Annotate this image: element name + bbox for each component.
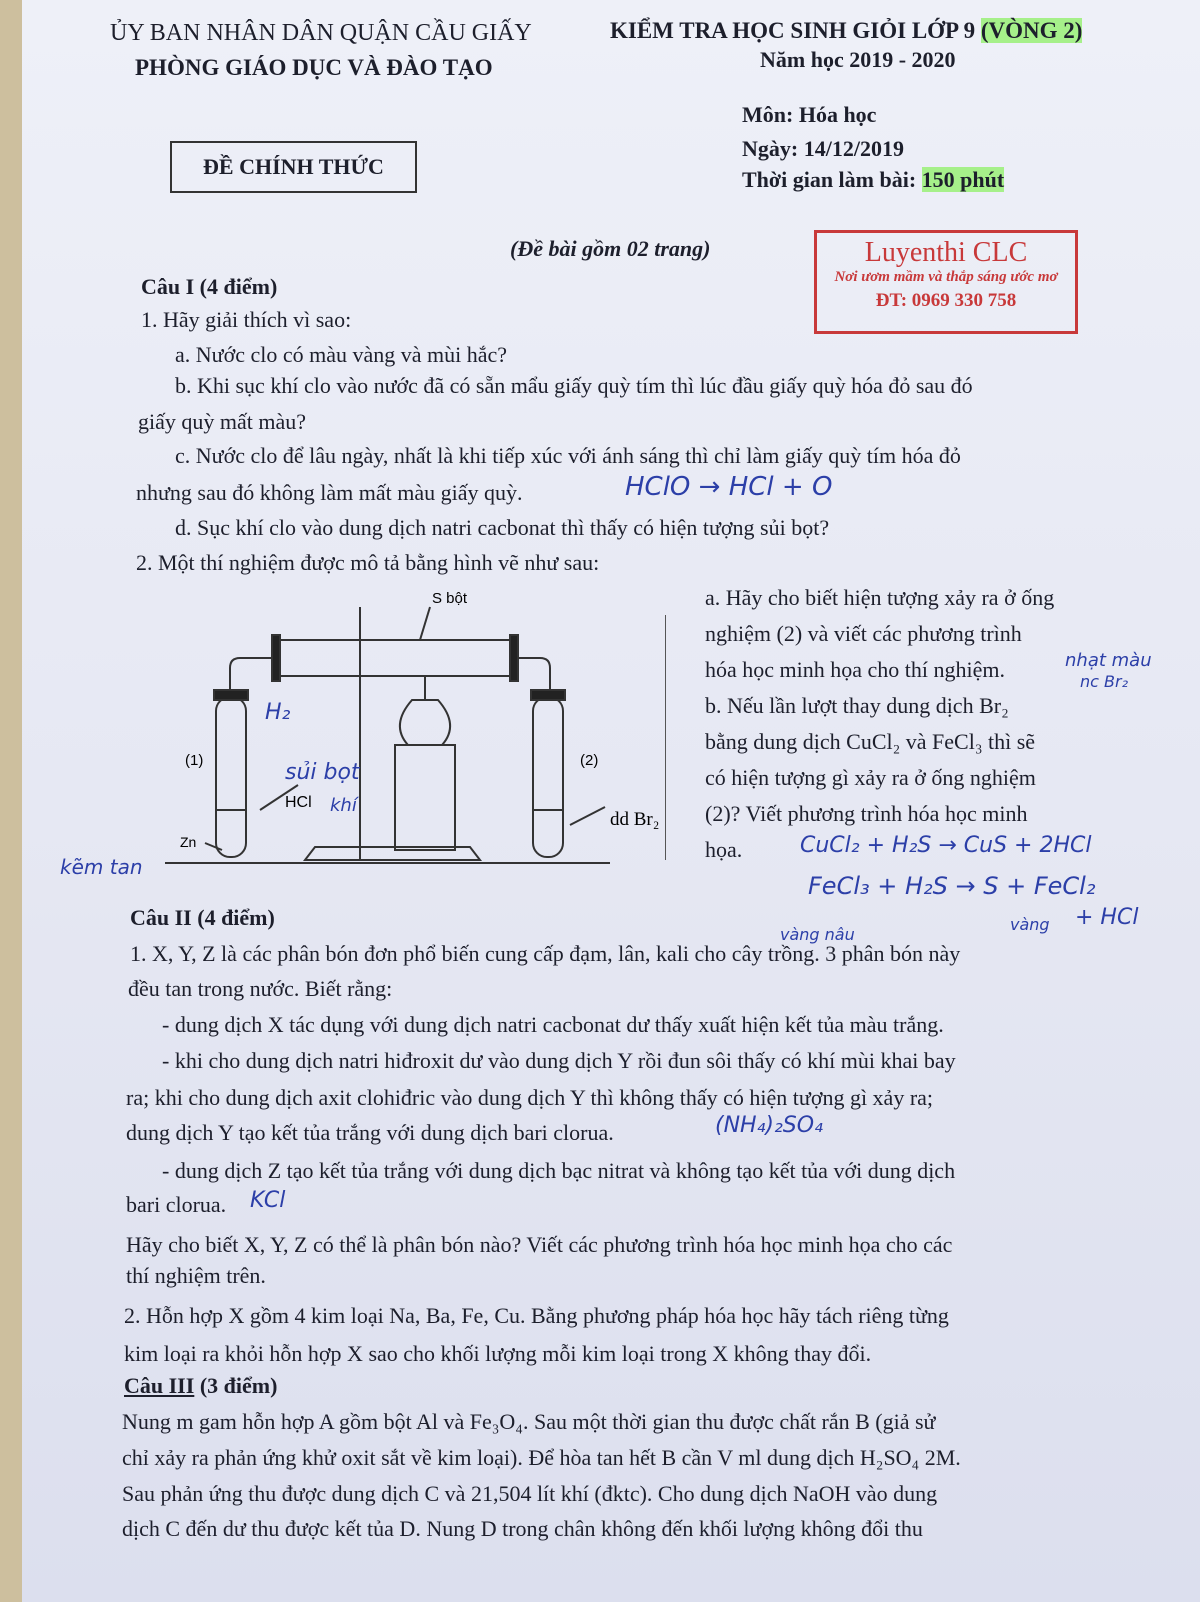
- handwritten-hcl: + HCl: [1075, 905, 1139, 930]
- label-tube-1: (1): [185, 752, 204, 769]
- q1-2-line: a. Hãy cho biết hiện tượng xảy ra ở ống: [705, 585, 1055, 610]
- q1-part1: 1. Hãy giải thích vì sao:: [141, 307, 352, 332]
- lamp-stand: [395, 745, 455, 850]
- q2-line: - dung dịch Z tạo kết tủa trắng với dung dịch bạc nitrat và không tạo kết tủa với dung dịch: [162, 1158, 956, 1183]
- spirit-lamp: [400, 700, 450, 745]
- q1-a: a. Nước clo có màu vàng và mùi hắc?: [175, 342, 508, 367]
- q3-points: (3 điểm): [199, 1373, 278, 1398]
- stamp-name: Luyenthi CLC: [864, 237, 1028, 268]
- question-2-title: Câu II (4 điểm): [130, 905, 275, 930]
- q1-d: d. Sục khí clo vào dung dịch natri cacbonat thì thấy có hiện tượng sủi bọt?: [175, 515, 830, 540]
- stamp-slogan: Nơi ươm mầm và thắp sáng ước mơ: [834, 269, 1058, 285]
- exam-round: (VÒNG 2): [980, 18, 1083, 43]
- handwritten-nhat-mau: nhạt màu: [1065, 650, 1152, 671]
- q1-c-line1: c. Nước clo để lâu ngày, nhất là khi tiếp xúc với ánh sáng thì chỉ làm giấy quỳ tím hóa đỏ: [175, 443, 961, 468]
- stamp-phone: ĐT: 0969 330 758: [875, 290, 1017, 311]
- experiment-diagram: [150, 585, 670, 875]
- stand-base: [305, 847, 480, 860]
- handwritten-nh4so4: (NH₄)₂SO₄: [715, 1113, 823, 1138]
- q3-title-text: Câu III: [124, 1373, 195, 1398]
- q2-line: Hãy cho biết X, Y, Z có thể là phân bón nào? Viết các phương trình hóa học minh họa cho các: [126, 1232, 953, 1257]
- subject: Môn: Hóa học: [742, 102, 877, 127]
- time-label: Thời gian làm bài:: [742, 167, 917, 192]
- handwritten-kem-tan: kẽm tan: [60, 855, 143, 879]
- q1-2-line: bằng dung dịch CuCl₂ và FeCl₃ thì sẽ: [705, 729, 1036, 754]
- question-3-title: [124, 1374, 277, 1398]
- q2-line: đều tan trong nước. Biết rằng:: [128, 976, 393, 1001]
- exam-title: [610, 18, 1082, 43]
- q1-2-line: hóa học minh họa cho thí nghiệm.: [705, 657, 1005, 682]
- pages-note: (Đề bài gồm 02 trang): [510, 236, 711, 261]
- combustion-tube: [280, 640, 510, 676]
- q2-line: kim loại ra khỏi hỗn hợp X sao cho khối lượng mỗi kim loại trong X không thay đổi.: [124, 1341, 872, 1366]
- handwritten-nc-br2: nc Br₂: [1080, 672, 1128, 691]
- label-dd-br2: dd Br₂: [610, 809, 660, 830]
- label-s-bot: S bột: [432, 590, 468, 607]
- q1-2-line: b. Nếu lần lượt thay dung dịch Br₂: [705, 693, 1009, 718]
- handwritten-eq-fecl3: FeCl₃ + H₂S → S + FeCl₂: [808, 872, 1096, 900]
- q2-line: 2. Hỗn hợp X gồm 4 kim loại Na, Ba, Fe, Cu. Bằng phương pháp hóa học hãy tách riêng từng: [124, 1303, 949, 1328]
- handwritten-eq-cucl2: CuCl₂ + H₂S → CuS + 2HCl: [800, 833, 1092, 858]
- exam-date: Ngày: 14/12/2019: [742, 136, 904, 161]
- q2-line: thí nghiệm trên.: [126, 1263, 266, 1288]
- stopper-right: [510, 635, 518, 681]
- school-year: Năm học 2019 - 2020: [760, 47, 956, 72]
- exam-title-text: KIỂM TRA HỌC SINH GIỎI LỚP 9: [610, 18, 976, 43]
- q2-line: - khi cho dung dịch natri hiđroxit dư vào dung dịch Y rồi đun sôi thấy có khí mùi khai bay: [162, 1048, 956, 1073]
- luyenthi-stamp: [814, 230, 1078, 334]
- q1-c-line2: nhưng sau đó không làm mất màu giấy quỳ.: [136, 480, 523, 505]
- test-tube-1: [216, 697, 246, 857]
- q1-2-line: nghiệm (2) và viết các phương trình: [705, 621, 1022, 646]
- q1-part2: 2. Một thí nghiệm được mô tả bằng hình vẽ như sau:: [136, 550, 600, 575]
- test-tube-2: [533, 697, 563, 857]
- q3-line: Sau phản ứng thu được dung dịch C và 21,504 lít khí (đktc). Cho dung dịch NaOH vào dung: [122, 1481, 938, 1506]
- q1-b-line2: giấy quỳ mất màu?: [138, 409, 307, 434]
- handwritten-sui-bot: sủi bọt: [285, 760, 360, 785]
- stopper-left: [272, 635, 280, 681]
- handwritten-h2: H₂: [265, 700, 291, 725]
- header-authority: ỦY BAN NHÂN DÂN QUẬN CẦU GIẤY: [110, 20, 532, 46]
- q2-line: dung dịch Y tạo kết tủa trắng với dung dịch bari clorua.: [126, 1120, 614, 1145]
- handwritten-vang: vàng: [1010, 915, 1050, 934]
- q1-2-line: có hiện tượng gì xảy ra ở ống nghiệm: [705, 765, 1036, 790]
- q2-line: - dung dịch X tác dụng với dung dịch natri cacbonat dư thấy xuất hiện kết tủa màu trắng.: [162, 1012, 944, 1037]
- question-1-title: Câu I (4 điểm): [141, 274, 278, 299]
- handwritten-vang-nau: vàng nâu: [780, 925, 855, 944]
- q3-line: Nung m gam hỗn hợp A gồm bột Al và Fe₃O₄. Sau một thời gian thu được chất rắn B (giả sử: [122, 1409, 936, 1434]
- q2-line: bari clorua.: [126, 1192, 227, 1217]
- handwritten-hclo: HClO → HCl + O: [625, 472, 833, 502]
- label-zn: Zn: [180, 834, 197, 850]
- q3-line: dịch C đến dư thu được kết tủa D. Nung D trong chân không đến khối lượng không đổi thu: [122, 1516, 923, 1541]
- time-limit: [742, 168, 1004, 192]
- header-department: PHÒNG GIÁO DỤC VÀ ĐÀO TẠO: [135, 55, 493, 80]
- handwritten-khi: khí: [330, 795, 357, 816]
- q2-line: ra; khi cho dung dịch axit clohiđric vào dung dịch Y thì không thấy có hiện tượng gì xảy ra;: [126, 1085, 934, 1110]
- label-hcl: HCl: [285, 794, 312, 811]
- official-exam-box: ĐỀ CHÍNH THỨC: [170, 141, 417, 193]
- handwritten-kcl: KCl: [250, 1188, 286, 1213]
- q1-b-line1: b. Khi sục khí clo vào nước đã có sẵn mẩu giấy quỳ tím thì lúc đầu giấy quỳ hóa đỏ sau đó: [175, 373, 973, 398]
- label-tube-2: (2): [580, 752, 599, 769]
- divider: [665, 615, 666, 860]
- q2-line: 1. X, Y, Z là các phân bón đơn phổ biến cung cấp đạm, lân, kali cho cây trồng. 3 phân bón này: [130, 941, 961, 966]
- q1-2-line: (2)? Viết phương trình hóa học minh: [705, 801, 1028, 826]
- time-value: 150 phút: [921, 167, 1005, 192]
- q1-2-line: họa.: [705, 837, 743, 862]
- q3-line: chỉ xảy ra phản ứng khử oxit sắt về kim loại). Để hòa tan hết B cần V ml dung dịch H₂SO₄ 2M.: [122, 1445, 961, 1470]
